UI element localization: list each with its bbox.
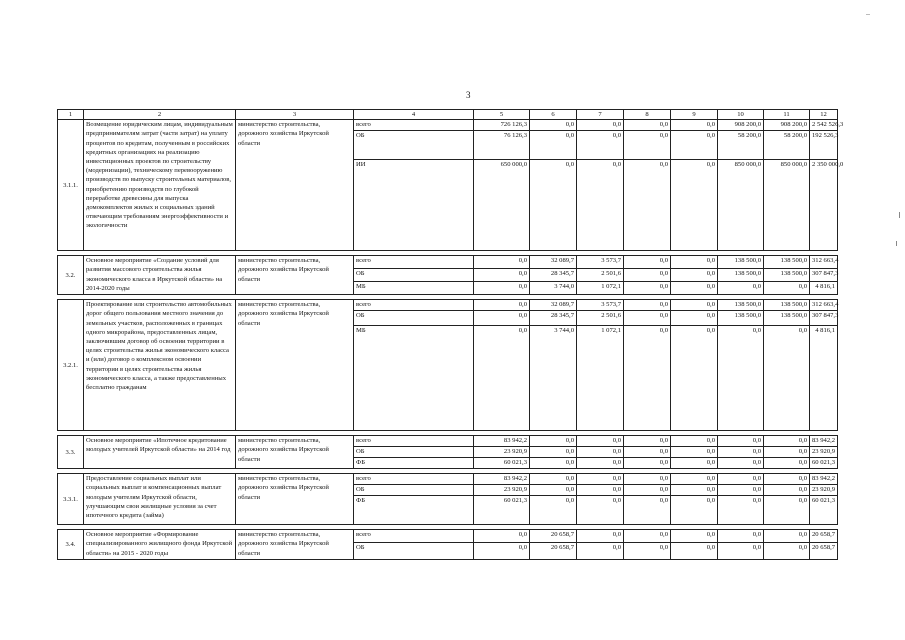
- funding-source: ИИ: [354, 160, 474, 251]
- amount-cell: 20 658,7: [810, 530, 838, 543]
- funding-source: МБ: [354, 326, 474, 431]
- amount-cell: 0,0: [671, 543, 718, 560]
- header-cell: 6: [530, 110, 577, 120]
- amount-cell: 23 920,9: [474, 485, 530, 496]
- amount-cell: 0,0: [718, 436, 764, 447]
- funding-source: ОБ: [354, 447, 474, 458]
- amount-cell: 908 200,0: [764, 120, 810, 131]
- executor: министерство строительства, дорожного хозяйства Иркутской области: [236, 530, 354, 560]
- amount-cell: 0,0: [474, 530, 530, 543]
- amount-cell: 83 942,2: [474, 474, 530, 485]
- amount-cell: 0,0: [474, 256, 530, 269]
- amount-cell: 0,0: [577, 447, 624, 458]
- header-cell: 2: [84, 110, 236, 120]
- amount-cell: 0,0: [577, 120, 624, 131]
- amount-cell: 0,0: [474, 300, 530, 311]
- amount-cell: 3 573,7: [577, 300, 624, 311]
- amount-cell: 0,0: [624, 458, 671, 469]
- amount-cell: 0,0: [474, 282, 530, 295]
- amount-cell: 0,0: [624, 269, 671, 282]
- amount-cell: 32 089,7: [530, 256, 577, 269]
- amount-cell: 0,0: [577, 496, 624, 525]
- amount-cell: 60 021,3: [474, 496, 530, 525]
- funding-source: всего: [354, 530, 474, 543]
- amount-cell: 23 920,9: [810, 485, 838, 496]
- item-name: Возмещение юридическим лицам, индивидуальным предпринимателям затрат (части затрат) на уплату процентов по кредитам, полученным в российских кредитных организациях на реализацию инвестиционных проектов по строительству (модернизации), техническому перевооружению производств по выпуску строительных материалов, приобретению производств по глубокой переработке древесины для выпуска домокомплектов жилых и социальных зданий отвечающим требованиям энергоэффективности и экологичности: [84, 120, 236, 251]
- executor: министерство строительства, дорожного хозяйства Иркутской области: [236, 436, 354, 469]
- amount-cell: 20 658,7: [810, 543, 838, 560]
- amount-cell: 850 000,0: [718, 160, 764, 251]
- amount-cell: 3 744,0: [530, 326, 577, 431]
- amount-cell: 1 072,1: [577, 282, 624, 295]
- amount-cell: 0,0: [671, 120, 718, 131]
- amount-cell: 650 000,0: [474, 160, 530, 251]
- amount-cell: 0,0: [624, 496, 671, 525]
- scan-mark: [896, 241, 897, 246]
- amount-cell: 138 500,0: [718, 300, 764, 311]
- amount-cell: 0,0: [671, 131, 718, 160]
- header-cell: 3: [236, 110, 354, 120]
- amount-cell: 0,0: [718, 530, 764, 543]
- amount-cell: 32 089,7: [530, 300, 577, 311]
- item-number: 3.1.1.: [58, 120, 84, 251]
- amount-cell: 0,0: [624, 326, 671, 431]
- amount-cell: 83 942,2: [810, 474, 838, 485]
- amount-cell: 0,0: [671, 447, 718, 458]
- amount-cell: 60 021,3: [810, 458, 838, 469]
- funding-source: ФБ: [354, 496, 474, 525]
- item-name: Основное мероприятие «Ипотечное кредитование молодых учителей Иркутской области» на 2014 год: [84, 436, 236, 469]
- amount-cell: 4 816,1: [810, 326, 838, 431]
- header-cell: 5: [474, 110, 530, 120]
- amount-cell: 0,0: [671, 256, 718, 269]
- amount-cell: 0,0: [577, 131, 624, 160]
- amount-cell: 908 200,0: [718, 120, 764, 131]
- amount-cell: 28 345,7: [530, 269, 577, 282]
- executor: министерство строительства, дорожного хозяйства Иркутской области: [236, 120, 354, 251]
- amount-cell: 0,0: [718, 474, 764, 485]
- funding-source: ОБ: [354, 485, 474, 496]
- amount-cell: 60 021,3: [810, 496, 838, 525]
- amount-cell: 0,0: [474, 269, 530, 282]
- amount-cell: 2 501,6: [577, 269, 624, 282]
- amount-cell: 138 500,0: [718, 256, 764, 269]
- amount-cell: 138 500,0: [764, 269, 810, 282]
- amount-cell: 2 542 526,3: [810, 120, 838, 131]
- amount-cell: 0,0: [624, 160, 671, 251]
- amount-cell: 20 658,7: [530, 530, 577, 543]
- item-name: Проектирование или строительство автомобильных дорог общего пользования местного значения до земельных участков, расположенных в границах одного микрорайона, предоставленных лицам, заключившим договор об освоении территории в целях строительства жилья экономического класса и (или) договор о комплексном освоении территории в целях строительства жилья экономического класса, а также предоставленных бесплатно гражданам: [84, 300, 236, 431]
- amount-cell: 0,0: [530, 485, 577, 496]
- amount-cell: 0,0: [671, 458, 718, 469]
- amount-cell: 0,0: [764, 474, 810, 485]
- amount-cell: 0,0: [718, 496, 764, 525]
- funding-source: МБ: [354, 282, 474, 295]
- amount-cell: 192 526,3: [810, 131, 838, 160]
- amount-cell: 0,0: [764, 458, 810, 469]
- amount-cell: 0,0: [671, 300, 718, 311]
- funding-source: всего: [354, 300, 474, 311]
- amount-cell: 2 501,6: [577, 311, 624, 326]
- amount-cell: 28 345,7: [530, 311, 577, 326]
- amount-cell: 726 126,3: [474, 120, 530, 131]
- amount-cell: 850 000,0: [764, 160, 810, 251]
- amount-cell: 0,0: [624, 474, 671, 485]
- funding-source: всего: [354, 474, 474, 485]
- amount-cell: 76 126,3: [474, 131, 530, 160]
- funding-source: ФБ: [354, 458, 474, 469]
- table-row: [58, 120, 838, 131]
- header-cell: 9: [671, 110, 718, 120]
- executor: министерство строительства, дорожного хозяйства Иркутской области: [236, 300, 354, 431]
- header-cell: 12: [810, 110, 838, 120]
- amount-cell: 0,0: [530, 458, 577, 469]
- amount-cell: 0,0: [671, 530, 718, 543]
- amount-cell: 3 573,7: [577, 256, 624, 269]
- amount-cell: 0,0: [474, 311, 530, 326]
- amount-cell: 0,0: [671, 326, 718, 431]
- funding-source: ОБ: [354, 311, 474, 326]
- amount-cell: 0,0: [577, 160, 624, 251]
- program-funding-table: [57, 109, 844, 560]
- table-row: [58, 530, 838, 543]
- amount-cell: 0,0: [671, 269, 718, 282]
- funding-source: ОБ: [354, 131, 474, 160]
- amount-cell: 312 663,4: [810, 300, 838, 311]
- amount-cell: 312 663,4: [810, 256, 838, 269]
- amount-cell: 0,0: [624, 120, 671, 131]
- amount-cell: 0,0: [764, 447, 810, 458]
- scan-mark: [866, 14, 870, 15]
- amount-cell: 0,0: [474, 326, 530, 431]
- item-number: 3.4.: [58, 530, 84, 560]
- amount-cell: 0,0: [671, 311, 718, 326]
- amount-cell: 0,0: [671, 282, 718, 295]
- amount-cell: 0,0: [764, 543, 810, 560]
- amount-cell: 0,0: [577, 436, 624, 447]
- amount-cell: 0,0: [624, 131, 671, 160]
- amount-cell: 0,0: [624, 256, 671, 269]
- funding-source: всего: [354, 120, 474, 131]
- amount-cell: 23 920,9: [474, 447, 530, 458]
- amount-cell: 0,0: [764, 282, 810, 295]
- amount-cell: 307 847,3: [810, 311, 838, 326]
- amount-cell: 0,0: [577, 474, 624, 485]
- amount-cell: 0,0: [764, 530, 810, 543]
- amount-cell: 0,0: [577, 485, 624, 496]
- amount-cell: 23 920,9: [810, 447, 838, 458]
- amount-cell: 3 744,0: [530, 282, 577, 295]
- scan-mark: [899, 212, 900, 218]
- amount-cell: 0,0: [764, 326, 810, 431]
- amount-cell: 0,0: [671, 474, 718, 485]
- amount-cell: 0,0: [718, 326, 764, 431]
- header-cell: 10: [718, 110, 764, 120]
- funding-source: всего: [354, 256, 474, 269]
- amount-cell: 307 847,3: [810, 269, 838, 282]
- page-number: 3: [466, 90, 471, 100]
- amount-cell: 0,0: [764, 485, 810, 496]
- amount-cell: 58 200,0: [764, 131, 810, 160]
- amount-cell: 2 350 000,0: [810, 160, 838, 251]
- header-cell: 7: [577, 110, 624, 120]
- amount-cell: 0,0: [624, 530, 671, 543]
- amount-cell: 0,0: [624, 436, 671, 447]
- amount-cell: 60 021,3: [474, 458, 530, 469]
- amount-cell: 0,0: [530, 131, 577, 160]
- amount-cell: 0,0: [718, 447, 764, 458]
- executor: министерство строительства, дорожного хозяйства Иркутской области: [236, 474, 354, 525]
- amount-cell: 0,0: [530, 496, 577, 525]
- amount-cell: 58 200,0: [718, 131, 764, 160]
- amount-cell: 0,0: [671, 496, 718, 525]
- amount-cell: 0,0: [577, 530, 624, 543]
- header-cell: 4: [354, 110, 474, 120]
- header-cell: 8: [624, 110, 671, 120]
- amount-cell: 83 942,2: [474, 436, 530, 447]
- executor: министерство строительства, дорожного хозяйства Иркутской области: [236, 256, 354, 295]
- table-row: [58, 300, 838, 311]
- amount-cell: 138 500,0: [718, 269, 764, 282]
- header-cell: 1: [58, 110, 84, 120]
- amount-cell: 0,0: [530, 160, 577, 251]
- amount-cell: 0,0: [624, 311, 671, 326]
- item-number: 3.2.: [58, 256, 84, 295]
- amount-cell: 0,0: [530, 436, 577, 447]
- amount-cell: 0,0: [624, 447, 671, 458]
- funding-source: ОБ: [354, 543, 474, 560]
- amount-cell: 4 816,1: [810, 282, 838, 295]
- item-number: 3.2.1.: [58, 300, 84, 431]
- amount-cell: 0,0: [624, 282, 671, 295]
- amount-cell: 0,0: [718, 282, 764, 295]
- amount-cell: 1 072,1: [577, 326, 624, 431]
- amount-cell: 0,0: [718, 543, 764, 560]
- amount-cell: 0,0: [671, 485, 718, 496]
- table-row: [58, 436, 838, 447]
- amount-cell: 0,0: [624, 543, 671, 560]
- amount-cell: 0,0: [718, 485, 764, 496]
- item-name: Основное мероприятие «Формирование специализированного жилищного фонда Иркутской области» на 2015 - 2020 годы: [84, 530, 236, 560]
- amount-cell: 0,0: [624, 485, 671, 496]
- table-row: [58, 256, 838, 269]
- table-row: [58, 474, 838, 485]
- amount-cell: 0,0: [718, 458, 764, 469]
- amount-cell: 138 500,0: [764, 300, 810, 311]
- amount-cell: 0,0: [764, 496, 810, 525]
- amount-cell: 0,0: [530, 474, 577, 485]
- item-number: 3.3.1.: [58, 474, 84, 525]
- amount-cell: 0,0: [530, 447, 577, 458]
- amount-cell: 0,0: [577, 458, 624, 469]
- item-name: Предоставление социальных выплат или социальных выплат и компенсационных выплат молодым учителям Иркутской области, улучшающим свои жилищные условия за счет ипотечного кредита (займа): [84, 474, 236, 525]
- amount-cell: 0,0: [530, 120, 577, 131]
- funding-source: ОБ: [354, 269, 474, 282]
- amount-cell: 138 500,0: [764, 311, 810, 326]
- amount-cell: 0,0: [671, 436, 718, 447]
- amount-cell: 0,0: [474, 543, 530, 560]
- amount-cell: 20 658,7: [530, 543, 577, 560]
- amount-cell: 0,0: [671, 160, 718, 251]
- header-row: [58, 110, 838, 120]
- item-number: 3.3.: [58, 436, 84, 469]
- amount-cell: 0,0: [577, 543, 624, 560]
- funding-source: всего: [354, 436, 474, 447]
- amount-cell: 138 500,0: [718, 311, 764, 326]
- header-cell: 11: [764, 110, 810, 120]
- item-name: Основное мероприятие «Создание условий для развития массового строительства жилья экономического класса в Иркутской области» на 2014-2020 годы: [84, 256, 236, 295]
- amount-cell: 83 942,2: [810, 436, 838, 447]
- amount-cell: 0,0: [624, 300, 671, 311]
- amount-cell: 0,0: [764, 436, 810, 447]
- amount-cell: 138 500,0: [764, 256, 810, 269]
